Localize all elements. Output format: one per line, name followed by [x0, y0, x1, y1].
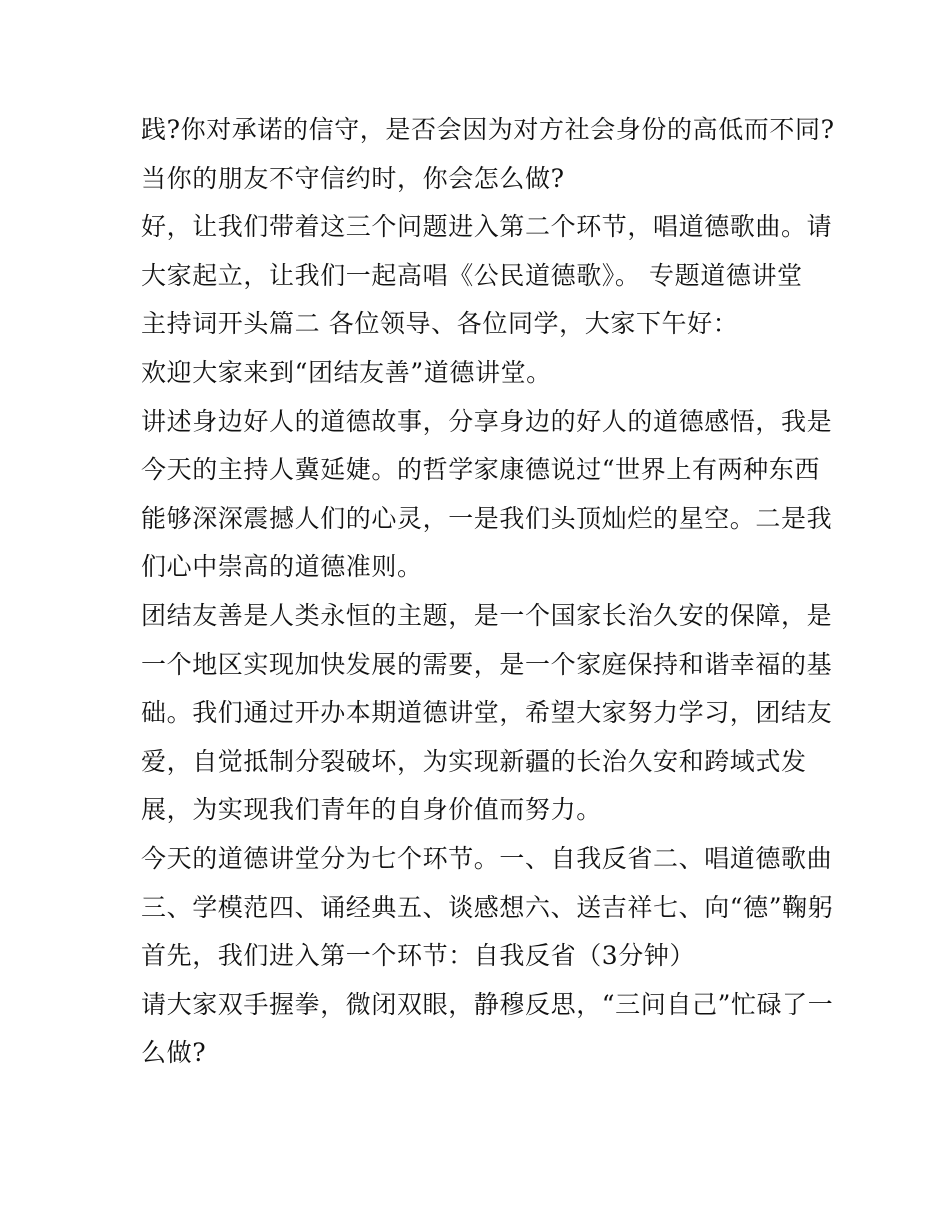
text-line: 团结友善是人类永恒的主题，是一个国家长治久安的保障，是 — [141, 600, 833, 630]
document-body — [141, 106, 835, 1078]
text-line: 展，为实现我们青年的自身价值而努力。 — [141, 795, 602, 825]
text-line: 三、学模范四、诵经典五、谈感想六、送吉祥七、向“德”鞠躬 — [141, 892, 834, 922]
text-line: 础。我们通过开办本期道德讲堂，希望大家努力学习，团结友 — [141, 698, 833, 728]
text-line: 践?你对承诺的信守，是否会因为对方社会身份的高低而不同? — [141, 115, 835, 144]
text-line: 今天的主持人冀延婕。的哲学家康德说过“世界上有两种东西 — [141, 455, 820, 485]
text-line: 一个地区实现加快发展的需要，是一个家庭保持和谐幸福的基 — [141, 649, 833, 679]
text-line: 好，让我们带着这三个问题进入第二个环节，唱道德歌曲。请 — [141, 212, 833, 242]
text-line: 首先，我们进入第一个环节：自我反省（3分钟） — [141, 941, 696, 971]
text-line: 能够深深震撼人们的心灵，一是我们头顶灿烂的星空。二是我 — [141, 503, 833, 533]
text-line: 请大家双手握拳，微闭双眼，静穆反思，“三问自己”忙碌了一 — [141, 989, 834, 1019]
text-line: 当你的朋友不守信约时，你会怎么做? — [141, 163, 565, 193]
text-line: 讲述身边好人的道德故事，分享身边的好人的道德感悟，我是 — [141, 406, 833, 436]
text-line: 主持词开头篇二 各位领导、各位同学，大家下午好： — [141, 309, 739, 339]
text-line: 么做? — [141, 1038, 207, 1068]
text-line: 欢迎大家来到“团结友善”道德讲堂。 — [141, 357, 552, 387]
text-line: 今天的道德讲堂分为七个环节。一、自我反省二、唱道德歌曲 — [141, 843, 833, 873]
text-line: 大家起立，让我们一起高唱《公民道德歌》。 专题道德讲堂 — [141, 260, 803, 290]
text-line: 爱，自觉抵制分裂破坏，为实现新疆的长治久安和跨域式发 — [141, 746, 807, 776]
text-line: 们心中崇高的道德准则。 — [141, 552, 423, 582]
